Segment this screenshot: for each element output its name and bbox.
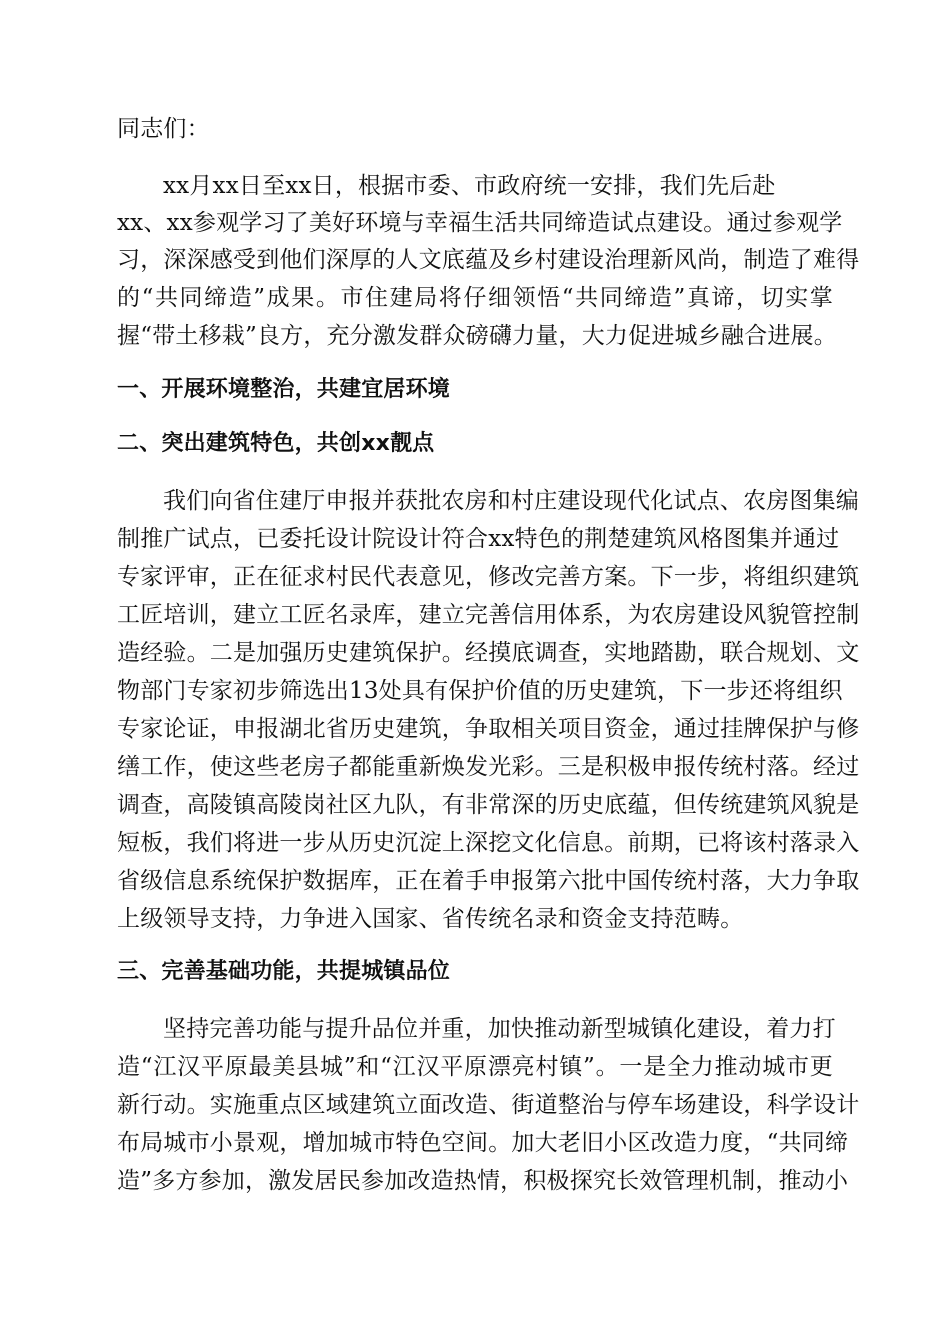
section-heading-2: 二、突出建筑特色，共创xx靓点	[117, 431, 435, 456]
section2-line: 物部门专家初步筛选出13处具有保护价值的历史建筑，下一步还将组织	[117, 678, 843, 704]
section2-line: 短板，我们将进一步从历史沉淀上深挖文化信息。前期，已将该村落录入	[117, 830, 860, 856]
section3-line: 造“江汉平原最美县城”和“江汉平原漂亮村镇”。一是全力推动城市更	[117, 1054, 833, 1080]
section-heading-1: 一、开展环境整治，共建宜居环境	[117, 377, 451, 402]
section-heading-3: 三、完善基础功能，共提城镇品位	[117, 959, 451, 984]
intro-line: 的“共同缔造”成果。市住建局将仔细领悟“共同缔造”真谛，切实掌	[117, 285, 833, 311]
section2-line: 省级信息系统保护数据库，正在着手申报第六批中国传统村落，大力争取	[117, 868, 860, 894]
section3-line: 坚持完善功能与提升品位并重，加快推动新型城镇化建设，着力打	[163, 1016, 836, 1042]
intro-line: 握“带土移栽”良方，充分激发群众磅礴力量，大力促进城乡融合进展。	[117, 323, 837, 349]
section3-line: 新行动。实施重点区域建筑立面改造、街道整治与停车场建设，科学设计	[117, 1092, 860, 1118]
intro-line: xx月xx日至xx日，根据市委、市政府统一安排，我们先后赴	[163, 173, 776, 199]
section2-line: 工匠培训，建立工匠名录库，建立完善信用体系，为农房建设风貌管控制	[117, 602, 860, 628]
section2-line: 缮工作，使这些老房子都能重新焕发光彩。三是积极申报传统村落。经过	[117, 754, 860, 780]
section2-line: 制推广试点，已委托设计院设计符合xx特色的荆楚建筑风格图集并通过	[117, 526, 840, 552]
section2-line: 我们向省住建厅申报并获批农房和村庄建设现代化试点、农房图集编	[163, 488, 859, 514]
section3-line: 布局城市小景观，增加城市特色空间。加大老旧小区改造力度，“共同缔	[117, 1130, 849, 1156]
greeting: 同志们：	[117, 116, 210, 142]
section2-line: 上级领导支持，力争进入国家、省传统名录和资金支持范畴。	[117, 906, 744, 932]
intro-line: 习，深深感受到他们深厚的人文底蕴及乡村建设治理新风尚，制造了难得	[117, 247, 860, 273]
section2-line: 专家评审，正在征求村民代表意见，修改完善方案。下一步，将组织建筑	[117, 564, 860, 590]
intro-line: xx、xx参观学习了美好环境与幸福生活共同缔造试点建设。通过参观学	[117, 210, 843, 236]
section3-line: 造”多方参加，激发居民参加改造热情，积极探究长效管理机制，推动小	[117, 1168, 849, 1194]
section2-line: 调查，高陵镇高陵岗社区九队，有非常深的历史底蕴，但传统建筑风貌是	[117, 792, 860, 818]
section2-line: 造经验。二是加强历史建筑保护。经摸底调查，实地踏勘，联合规划、文	[117, 640, 860, 666]
section2-line: 专家论证，申报湖北省历史建筑，争取相关项目资金，通过挂牌保护与修	[117, 716, 860, 742]
